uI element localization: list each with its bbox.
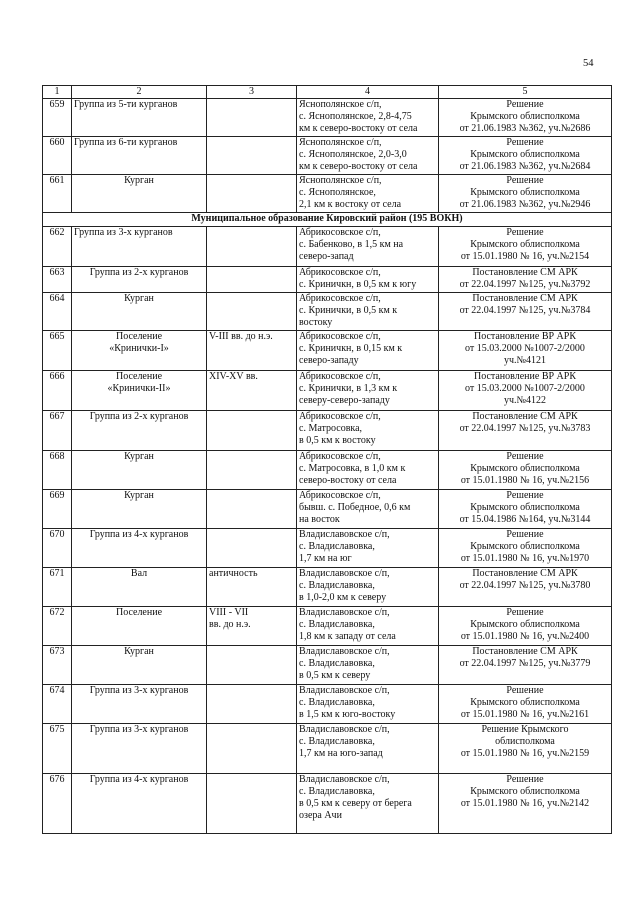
table-row [43, 99, 612, 137]
monument-dating [207, 490, 297, 529]
row-number: 673 [43, 646, 72, 685]
monument-name: Курган [72, 490, 207, 529]
monument-dating [207, 451, 297, 490]
monument-dating [207, 529, 297, 568]
table-row [43, 175, 612, 213]
section-title: Муниципальное образование Кировский район (195 ВОКН) [43, 213, 612, 227]
monument-location: Абрикосовское с/п, с. Кринички, в 0,5 км к востоку [297, 293, 439, 331]
protection-document: Решение Крымского облисполкома от 15.01.1980 № 16, уч.№2156 [439, 451, 612, 490]
row-number: 672 [43, 607, 72, 646]
monument-dating: VIII - VII вв. до н.э. [207, 607, 297, 646]
monument-dating: V-III вв. до н.э. [207, 331, 297, 371]
monument-dating [207, 175, 297, 213]
monument-name: Группа из 3-х курганов [72, 724, 207, 774]
protection-document: Решение Крымского облисполкома от 15.01.1980 № 16, уч.№2161 [439, 685, 612, 724]
monument-dating [207, 227, 297, 267]
row-number: 674 [43, 685, 72, 724]
row-number: 670 [43, 529, 72, 568]
protection-document: Постановление СМ АРК от 22.04.1997 №125, уч.№3780 [439, 568, 612, 607]
monument-location: Абрикосовское с/п, с. Матросовка, в 1,0 км к северо-востоку от села [297, 451, 439, 490]
monument-name: Поселение [72, 607, 207, 646]
protection-document: Решение Крымского облисполкома от 21.06.1983 №362, уч.№2684 [439, 137, 612, 175]
monument-location: Абрикосовское с/п, с. Бабенково, в 1,5 км на северо-запад [297, 227, 439, 267]
header-col-4: 4 [297, 86, 439, 99]
table-row [43, 331, 612, 371]
row-number: 663 [43, 267, 72, 293]
monument-dating [207, 293, 297, 331]
table-body-lower [43, 227, 612, 834]
row-number: 666 [43, 371, 72, 411]
protection-document: Постановление СМ АРК от 22.04.1997 №125, уч.№3784 [439, 293, 612, 331]
protection-document: Решение Крымского облисполкома от 21.06.1983 №362, уч.№2946 [439, 175, 612, 213]
protection-document: Постановление СМ АРК от 22.04.1997 №125, уч.№3783 [439, 411, 612, 451]
protection-document: Постановление СМ АРК от 22.04.1997 №125, уч.№3779 [439, 646, 612, 685]
monument-location: Абрикосовское с/п, с. Матросовка, в 0,5 км к востоку [297, 411, 439, 451]
monument-dating: античность [207, 568, 297, 607]
table-row [43, 529, 612, 568]
monument-location: Абрикосовское с/п, с. Криничкн, в 0,15 км к северо-западу [297, 331, 439, 371]
monument-name: Группа из 3-х курганов [72, 685, 207, 724]
protection-document: Постановление ВР АРК от 15.03.2000 №1007-2/2000 уч.№4121 [439, 331, 612, 371]
protection-document: Постановление ВР АРК от 15.03.2000 №1007-2/2000 уч.№4122 [439, 371, 612, 411]
monument-dating [207, 99, 297, 137]
monument-location: Владиславовское с/п, с. Владиславовка, в 0,5 км к северу от берега озера Ачи [297, 774, 439, 834]
table-header-row [43, 86, 612, 99]
row-number: 659 [43, 99, 72, 137]
table-row [43, 227, 612, 267]
row-number: 660 [43, 137, 72, 175]
monument-dating [207, 685, 297, 724]
monument-location: Владиславовское с/п, с. Владиславовка, в 1,5 км к юго-востоку [297, 685, 439, 724]
monument-name: Курган [72, 451, 207, 490]
monument-dating: XIV-XV вв. [207, 371, 297, 411]
row-number: 665 [43, 331, 72, 371]
monument-name: Поселение «Кринички-II» [72, 371, 207, 411]
monuments-table [42, 85, 612, 834]
header-col-1: 1 [43, 86, 72, 99]
row-number: 662 [43, 227, 72, 267]
protection-document: Решение Крымского облисполкома от 15.04.1986 №164, уч.№3144 [439, 490, 612, 529]
monument-name: Курган [72, 175, 207, 213]
row-number: 664 [43, 293, 72, 331]
row-number: 661 [43, 175, 72, 213]
section-body [43, 213, 612, 227]
monument-location: Владиславовское с/п, с. Владиславовка, в 0,5 км к северу [297, 646, 439, 685]
monument-name: Группа из 4-х курганов [72, 774, 207, 834]
row-number: 676 [43, 774, 72, 834]
protection-document: Решение Крымского облисполкома от 21.06.1983 №362, уч.№2686 [439, 99, 612, 137]
monument-location: Абрикосовское с/п, бывш. с. Победное, 0,6 км на восток [297, 490, 439, 529]
monument-dating [207, 774, 297, 834]
header-col-3: 3 [207, 86, 297, 99]
monument-name: Группа из 6-ти курганов [72, 137, 207, 175]
table-row [43, 411, 612, 451]
monument-location: Яснополянское с/п, с. Яснополянское, 2,0-3,0 км к северо-востоку от села [297, 137, 439, 175]
table-row [43, 568, 612, 607]
table-row [43, 774, 612, 834]
table-row [43, 371, 612, 411]
protection-document: Решение Крымского облисполкома от 15.01.1980 № 16, уч.№2400 [439, 607, 612, 646]
monument-location: Яснополянское с/п, с. Яснополянское, 2,1 км к востоку от села [297, 175, 439, 213]
monument-name: Группа из 4-х курганов [72, 529, 207, 568]
monument-name: Группа из 3-х курганов [72, 227, 207, 267]
protection-document: Решение Крымского облисполкома от 15.01.1980 № 16, уч.№2142 [439, 774, 612, 834]
row-number: 668 [43, 451, 72, 490]
table-row [43, 451, 612, 490]
monument-name: Группа из 2-х курганов [72, 267, 207, 293]
protection-document: Решение Крымского облисполкома от 15.01.1980 № 16, уч.№2154 [439, 227, 612, 267]
monument-location: Абрикосовское с/п, с. Криничкн, в 0,5 км к югу [297, 267, 439, 293]
monument-location: Яснополянское с/п, с. Яснополянское, 2,8-4,75 км к северо-востоку от села [297, 99, 439, 137]
monument-name: Вал [72, 568, 207, 607]
table-row [43, 685, 612, 724]
monument-location: Владиславовское с/п, с. Владиславовка, 1,8 км к западу от села [297, 607, 439, 646]
table-row [43, 293, 612, 331]
table-row [43, 490, 612, 529]
protection-document: Решение Крымского облисполкома от 15.01.1980 № 16, уч.№2159 [439, 724, 612, 774]
monument-location: Владиславовское с/п, с. Владиславовка, в 1,0-2,0 км к северу [297, 568, 439, 607]
monument-dating [207, 724, 297, 774]
monument-location: Владиславовское с/п, с. Владиславовка, 1,7 км на юго-запад [297, 724, 439, 774]
row-number: 669 [43, 490, 72, 529]
header-col-5: 5 [439, 86, 612, 99]
table-body-upper [43, 99, 612, 213]
monument-name: Курган [72, 646, 207, 685]
table-row [43, 267, 612, 293]
table-row [43, 607, 612, 646]
table-row [43, 724, 612, 774]
header-col-2: 2 [72, 86, 207, 99]
protection-document: Решение Крымского облисполкома от 15.01.1980 № 16, уч.№1970 [439, 529, 612, 568]
monument-dating [207, 411, 297, 451]
monument-location: Владиславовское с/п, с. Владиславовка, 1,7 км на юг [297, 529, 439, 568]
table-row [43, 137, 612, 175]
protection-document: Постановление СМ АРК от 22.04.1997 №125, уч.№3792 [439, 267, 612, 293]
monument-name: Поселение «Кринички-I» [72, 331, 207, 371]
page-number: 54 [583, 58, 594, 69]
monument-name: Группа из 5-ти курганов [72, 99, 207, 137]
monument-location: Абрикосовское с/п, с. Кринички, в 1,3 км к северу-северо-западу [297, 371, 439, 411]
monument-dating [207, 137, 297, 175]
table-row [43, 646, 612, 685]
row-number: 675 [43, 724, 72, 774]
monument-name: Курган [72, 293, 207, 331]
monument-dating [207, 267, 297, 293]
monument-dating [207, 646, 297, 685]
monument-name: Группа из 2-х курганов [72, 411, 207, 451]
row-number: 671 [43, 568, 72, 607]
row-number: 667 [43, 411, 72, 451]
section-row [43, 213, 612, 227]
